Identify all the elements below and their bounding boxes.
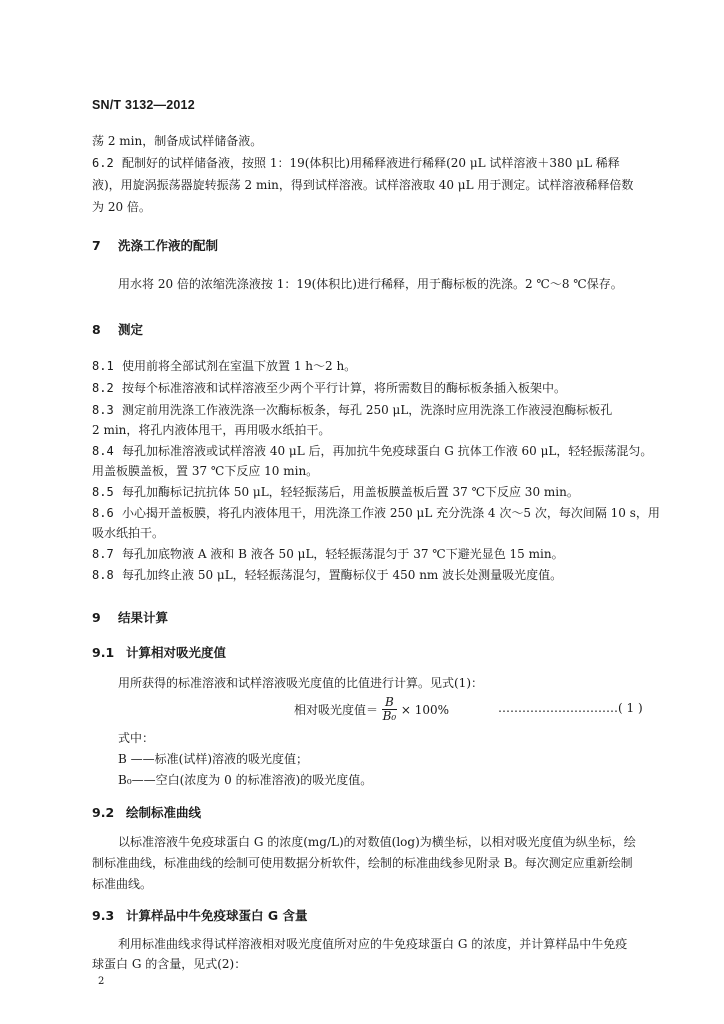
paragraph-line: 利用标准曲线求得试样溶液相对吸光度值所对应的牛免疫球蛋白 G 的浓度，并计算样品中牛免疫 [118,937,628,951]
subsection-number: 9.3 [92,908,115,923]
variable-definition: B₀——空白(浓度为 0 的标准溶液)的吸光度值。 [118,773,373,787]
subsection-number: 9.2 [92,805,115,820]
paragraph-line: 用所获得的标准溶液和试样溶液吸光度值的比值进行计算。见式(1)： [118,676,484,690]
clause-text: 测定前用洗涤工作液洗涤一次酶标板条，每孔 250 μL，洗涤时应用洗涤工作液浸泡酶标板孔 [122,403,613,417]
clause-8-6 [92,505,664,521]
formula-1 [294,696,449,723]
paragraph-line: 以标准溶液牛免疫球蛋白 G 的浓度(mg/L)的对数值(log)为横坐标，以相对吸光度值为纵坐标，绘 [118,835,636,849]
paragraph-line: 用盖板膜盖板，置 37 ℃下反应 10 min。 [92,464,319,478]
clause-8-7 [92,546,664,562]
section-heading-9 [92,608,168,626]
section-title: 结果计算 [118,610,169,625]
paragraph-line: 球蛋白 G 的含量，见式(2)： [92,957,247,971]
paragraph-line: 吸水纸拍干。 [92,526,165,540]
subsection-title: 计算样品中牛免疫球蛋白 G 含量 [126,908,308,923]
formula-numerator: B [382,696,397,710]
clause-number: 6.2 [92,156,114,170]
subsection-title: 计算相对吸光度值 [126,645,227,660]
formula-fraction [382,696,397,723]
paragraph-line: 用水将 20 倍的浓缩洗涤液按 1：19(体积比)进行稀释，用于酶标板的洗涤。2 ℃～8 ℃保存。 [118,277,623,291]
clause-8-2 [92,380,664,396]
clause-text: 每孔加底物液 A 液和 B 液各 50 μL，轻轻振荡混匀于 37 ℃下避光显色 15 min。 [122,547,564,561]
subsection-heading-9-3 [92,906,307,924]
variable-definition: B ——标准(试样)溶液的吸光度值； [118,752,308,766]
subsection-heading-9-2 [92,803,201,821]
formula-lhs: 相对吸光度值＝ [294,703,379,717]
clause-text: 小心揭开盖板膜，将孔内液体甩干，用洗涤工作液 250 μL 充分洗涤 4 次～5 次，每次间隔 10 s，用 [122,506,660,520]
formula-number: …………………………( 1 ) [498,701,643,715]
clause-8-8 [92,567,664,583]
section-title: 测定 [118,322,144,337]
clause-6-2 [92,155,664,171]
where-label: 式中： [118,731,155,745]
paragraph-line: 液)，用旋涡振荡器旋转振荡 2 min，得到试样溶液。试样溶液取 40 μL 用于测定。试样溶液稀释倍数 [92,178,634,192]
clause-number: 8.8 [92,568,114,582]
section-number: 9 [92,610,101,625]
paragraph-line: 标准曲线。 [92,877,153,891]
clause-8-3 [92,402,664,418]
clause-number: 8.4 [92,444,114,458]
section-heading-8 [92,320,143,338]
clause-text: 配制好的试样储备液，按照 1：19(体积比)用稀释液进行稀释(20 μL 试样溶液＋380 μL 稀释 [122,156,620,170]
standard-code-header: SN/T 3132—2012 [92,98,195,112]
formula-denominator: B₀ [382,709,397,723]
subsection-number: 9.1 [92,645,115,660]
clause-text: 按每个标准溶液和试样溶液至少两个平行计算，将所需数目的酶标板条插入板架中。 [122,381,567,395]
paragraph-line: 荡 2 min，制备成试样储备液。 [92,134,263,148]
subsection-heading-9-1 [92,643,226,661]
clause-8-1 [92,358,664,374]
clause-number: 8.5 [92,485,114,499]
paragraph-line: 2 min，将孔内液体甩干，再用吸水纸拍干。 [92,423,331,437]
subsection-title: 绘制标准曲线 [126,805,202,820]
clause-text: 每孔加标准溶液或试样溶液 40 μL 后，再加抗牛免疫球蛋白 G 抗体工作液 60 μL，轻轻振荡混匀。 [122,444,653,458]
clause-number: 8.2 [92,381,114,395]
paragraph-line: 为 20 倍。 [92,200,151,214]
formula-rhs: × 100% [400,702,450,717]
clause-number: 8.1 [92,359,114,373]
section-number: 8 [92,322,101,337]
section-number: 7 [92,238,101,253]
section-title: 洗涤工作液的配制 [118,238,219,253]
paragraph-line: 制标准曲线，标准曲线的绘制可使用数据分析软件，绘制的标准曲线参见附录 B。每次测定应重新绘制 [92,856,633,870]
clause-text: 使用前将全部试剂在室温下放置 1 h～2 h。 [122,359,357,373]
clause-text: 每孔加终止液 50 μL，轻轻振荡混匀，置酶标仪于 450 nm 波长处测量吸光度值。 [122,568,563,582]
clause-text: 每孔加酶标记抗抗体 50 μL，轻轻振荡后，用盖板膜盖板后置 37 ℃下反应 30 min。 [122,485,579,499]
section-heading-7 [92,236,218,254]
clause-8-5 [92,484,664,500]
clause-number: 8.3 [92,403,114,417]
page-number: 2 [98,976,105,987]
clause-8-4 [92,443,664,459]
clause-number: 8.7 [92,547,114,561]
clause-number: 8.6 [92,506,114,520]
